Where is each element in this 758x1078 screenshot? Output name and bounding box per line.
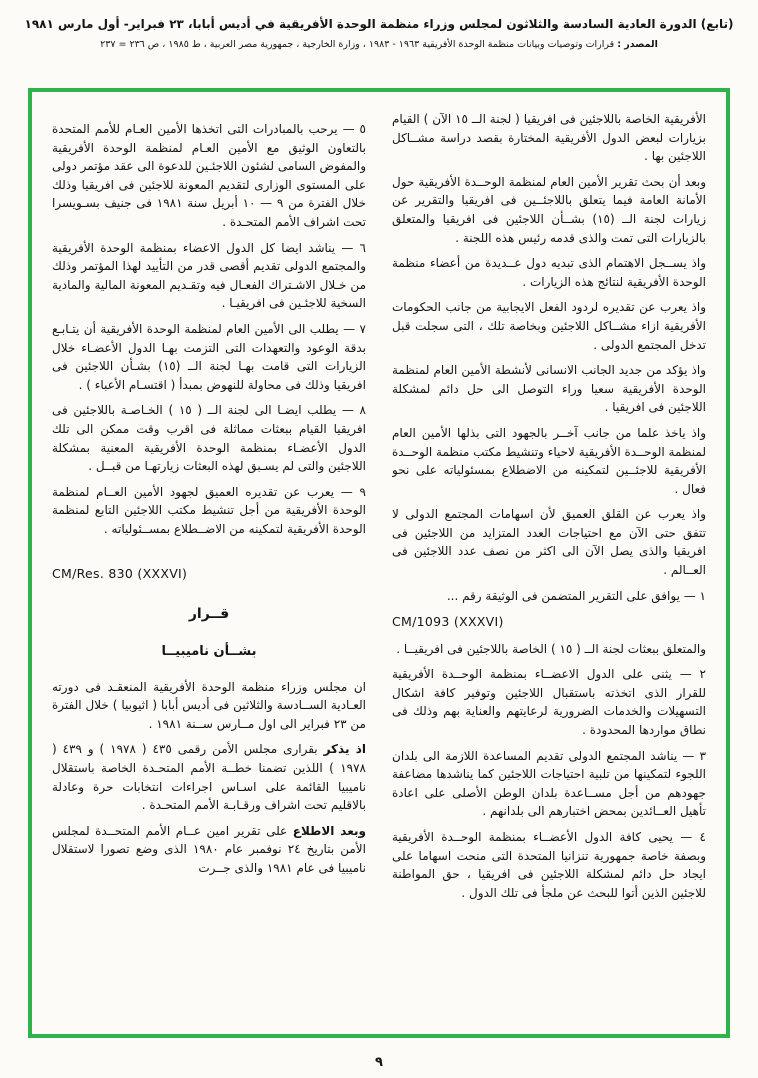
paragraph-preamble: واذ يســجل الاهتمام الذى تبديه دول عــديدة من أعضاء منظمة الوحدة الأفريقية لنتائج هذه الزيارات . bbox=[392, 256, 706, 289]
paragraph-continuation: الأفريقية الخاصة باللاجئين فى افريقيا ( لجنة الــ ١٥ الآن ) القيام بزيارات لبعض الدول الأفريقية المختارة بقصد دراسة مشــاكل اللاجئين بها . bbox=[392, 112, 706, 164]
operative-item-9: ٩ — يعرب عن تقديره العميق لجهود الأمين العــام لمنظمة الوحدة الأفريقية من أجل تنشيط مكتب اللاجئين التابع لمنظمة الوحدة الأفريقية لتمكينه من الاضــطلاع بمســئولياته . bbox=[52, 484, 366, 536]
text-columns bbox=[32, 92, 726, 1034]
paragraph-preamble: وبعد أن بحث تقرير الأمين العام لمنظمة الوحــدة الأفريقية حول الأمانة العامة فيما يتعلق باللاجئــين فى افريقيا والتقرير عن زيارات لجنة الــ (١٥) بشــأن اللاجئين فى افريقيا والمتعلق بالزيارات التى تمت والذى قدمه رئيس هذه اللجنة . bbox=[392, 174, 706, 245]
operative-item-6: ٦ — يناشد ايضا كل الدول الاعضاء بمنظمة الوحدة الأفريقية والمجتمع الدولى تقديم أقصى قدر من التأييد لهذا المؤتمر وذلك من خـلال الاشـتراك الفعـال فيه وتقـديم المعونة المالية والمادية السخية للاجئـين فى افريقيـا . bbox=[52, 240, 366, 311]
column-left bbox=[52, 110, 366, 1016]
page-number: ٩ bbox=[375, 1055, 383, 1070]
recall-lead: اذ يذكر bbox=[323, 742, 366, 757]
source-text: قرارات وتوصيات وبيانات منظمة الوحدة الأفريقية ١٩٦٣ - ١٩٨٣ ، وزارة الخارجية ، جمهورية مصر العربية ، ط ١٩٨٥ ، ص ٢٣٦ = ٢٣٧ bbox=[100, 38, 615, 50]
resolution-review-paragraph bbox=[52, 822, 366, 878]
source-label: المصدر : bbox=[617, 38, 658, 50]
content-frame bbox=[28, 88, 730, 1038]
review-text: على تقرير امين عــام الأمم المتحــدة لمجلس الأمن بتاريخ ٢٤ نوفمبر عام ١٩٨٠ الذى وضع تصورا لاستقلال ناميبيا فى عام ١٩٨١ والذى جــرت bbox=[52, 823, 366, 876]
paragraph-preamble: واذ يؤكد من جديد الجانب الانسانى لأنشطة الأمين العام لمنظمة الوحدة الأفريقية سعيا وراء التوصل الى حل دائم لمشكلة اللاجئين فى افريقيا . bbox=[392, 363, 706, 415]
operative-item-3: ٣ — يناشد المجتمع الدولى تقديم المساعدة اللازمة الى بلدان اللجوء لتمكينها من تلبية احتياجات اللاجئين كما يناشدها مضاعفة جهودهم من أجل مســاعدة بلدان الوطن الأصلى على اعادة تأهيل العــائدين بمحض اختبارهم الى بلدانهم . bbox=[392, 748, 706, 819]
document-reference-cm-res-830: CM/Res. 830 (XXXVI) bbox=[52, 566, 188, 582]
paragraph-preamble: واذ يعرب عن تقديره لردود الفعل الايجابية من جانب الحكومات الأفريقية ازاء مشــاكل اللاجئين وبخاصة تلك ، التى سجلت قبل تدخل المجتمع الدولى . bbox=[392, 300, 706, 352]
document-reference-cm-1093: CM/1093 (XXXVI) bbox=[392, 614, 504, 630]
column-right bbox=[392, 110, 706, 1016]
operative-item-4: ٤ — يحيى كافة الدول الأعضــاء بمنظمة الوحــدة الأفريقية وبصفة خاصة جمهورية تنزانيا المتحدة التى منحت اسهاما على ايجاد حل دائم لمشكلة اللاجئين فى افريقيا ، حق المواطنة للاجئين الذين أتوا للبحث عن ملجأ فى تلك الدول . bbox=[392, 829, 706, 900]
page-header bbox=[14, 16, 744, 51]
header-source-line bbox=[14, 38, 744, 51]
operative-item-1: ١ — يوافق على التقرير المتضمن فى الوثيقة رقم ... bbox=[446, 588, 706, 603]
page-footer bbox=[0, 1051, 758, 1070]
review-lead: وبعد الاطلاع bbox=[292, 823, 366, 838]
operative-item-7: ٧ — يطلب الى الأمين العام لمنظمة الوحدة الأفريقية أن يتـابـع بدقة الوعود والتعهدات التى التزمت بهـا الدول الأعضـاء خلال الزيارات التى قامت بهـا لجنة الــ (١٥) بشـأن اللاجئين فى افريقيا وذلك فى محاولة للنهوض بمبدأ ( اقتسـام الأعباء ) . bbox=[52, 321, 366, 392]
operative-item-5: ٥ — يرحب بالمبادرات التى اتخذها الأمين العـام للأمم المتحدة بالتعاون الوثيق مع الأمين العـام لمنظمة الوحدة الأفريقية والمفوض السامى لشئون اللاجئـين للدعوة الى عقد مؤتمر دولى على المستوى الوزارى لتقديم المعونة للاجئين فى افريقيا وذلك خلال الفترة من ٩ — ١٠ أبريل سنة ١٩٨١ فى جنيف بسـويسرا تحت اشراف الأمم المتحـدة . bbox=[52, 122, 366, 229]
resolution-subtitle: بشــأن ناميبيــا bbox=[161, 643, 257, 659]
resolution-opening: ان مجلس وزراء منظمة الوحدة الأفريقية المنعقـد فى دورته العـادية الســادسة والثلاثين فى أديس أبابا ( اثيوبيا ) خلال الفترة من ٢٣ فبراير الى اول مــارس ســنة ١٩٨١ . bbox=[52, 679, 366, 731]
operative-item-2: ٢ — يثنى على الدول الاعضــاء بمنظمة الوحــدة الأفريقية للقرار الذى اتخذته باستقبال اللاجئين وتوفير كافة اشكال التسهيلات والخدمات الضرورية لرعايتهم والعناية بهم وذلك فى نطاق مواردها المحدودة . bbox=[392, 667, 706, 737]
paragraph: والمتعلق ببعثات لجنة الــ ( ١٥ ) الخاصة باللاجئين فى افريقيــا . bbox=[396, 641, 706, 656]
resolution-title: قــرار bbox=[188, 605, 230, 622]
paragraph-preamble: واذ يعرب عن القلق العميق لأن اسهامات المجتمع الدولى لا تتفق حتى الآن مع احتياجات العدد المتزايد من اللاجئين فى افريقيا والذى يصل الآن الى اكثر من نصف عدد اللاجئين فى العــالم . bbox=[392, 507, 706, 578]
recall-text: بقرارى مجلس الأمن رقمى ٤٣٥ ( ١٩٧٨ ) و ٤٣٩ ( ١٩٧٨ ) اللذين تضمنا خطــة الأمم المتحـدة الخاصة باستقلال ناميبيا القائمة على اسـاس اجراءات انتخابات حرة وعادلة بالاقليم تحت اشراف ورقـابـة الأمم المتحـدة . bbox=[52, 742, 366, 813]
resolution-recall-paragraph bbox=[52, 740, 366, 814]
header-title: (تابع) الدورة العادية السادسة والثلاثون لمجلس وزراء منظمة الوحدة الأفريقية في أديس أبابا، ٢٣ فبراير- أول مارس ١٩٨١ bbox=[24, 17, 734, 31]
paragraph-preamble: واذ ياخذ علما من جانب آخــر بالجهود التى بذلها الأمين العام لمنظمة الوحــدة الأفريقية لاحياء وتنشيط مكتب منظمة الوحــدة الأفريقية للاجئــين لتمكينه من الاضطلاع بمسئولياته على نحو فعال . bbox=[392, 425, 706, 496]
operative-item-8: ٨ — يطلب ايضـا الى لجنة الــ ( ١٥ ) الخـاصـة باللاجئين فى افريقيا القيام ببعثات مماثلة فى اقرب وقت ممكن الى تلك الدول الأعضـاء بمنظمة الوحدة الأفريقية المعنية بمشكلة اللاجئين والتى لم يسـبق لهذه البعثات زيارتهـا من قبــل . bbox=[52, 403, 366, 474]
